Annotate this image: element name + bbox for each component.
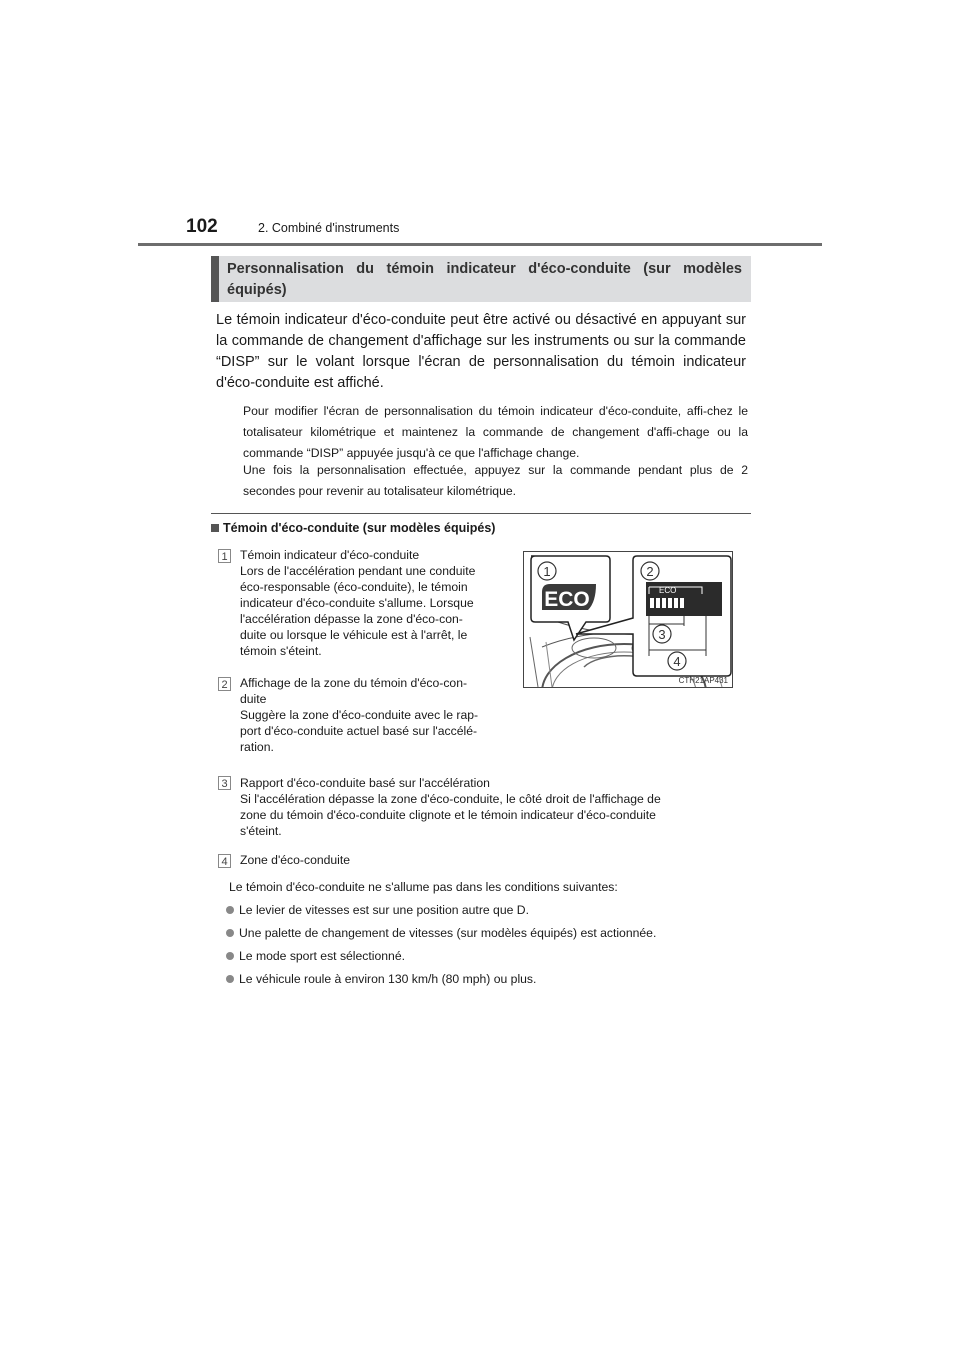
callout-4-label: 4 (673, 654, 681, 669)
bullet-dot-icon (226, 975, 234, 983)
item-line: ration. (240, 740, 274, 754)
item-title-line: duite (240, 692, 267, 706)
eco-bar-segment (650, 598, 654, 608)
section-title-box (211, 256, 751, 302)
item-line: éco-responsable (éco-conduite), le témoin (240, 580, 468, 594)
item-3-text (240, 775, 728, 839)
callout-3-label: 3 (658, 627, 666, 642)
item-4-text (240, 852, 350, 868)
header-rule (138, 243, 822, 246)
callout-1-label: 1 (543, 564, 551, 579)
item-title: Rapport d'éco-conduite basé sur l'accélération (240, 776, 490, 790)
eco-bar-segment (662, 598, 666, 608)
eco-bar-segment (656, 598, 660, 608)
callout-2-label: 2 (646, 564, 654, 579)
eco-lamp-label: ECO (544, 588, 590, 611)
item-line: duite ou lorsque le véhicule est à l'arrêt, le (240, 628, 468, 642)
note-paragraph: Pour modifier l'écran de personnalisation du témoin indicateur d'éco-conduite, affi-chez le totalisateur kilométrique et maintenez la commande de changement d'affi-chage ou la commande “DISP” appuyée jusqu'à ce que l'affichage change. (243, 404, 748, 460)
item-line: l'accélération dépasse la zone d'éco-con- (240, 612, 463, 626)
subsection-title: Témoin d'éco-conduite (sur modèles équipés) (223, 521, 496, 535)
section-title-bar (211, 256, 219, 302)
square-bullet-icon (211, 524, 219, 532)
eco-bar-segment (674, 598, 678, 608)
figure-code: CTH21AP431 (678, 676, 728, 685)
condition-item (226, 949, 405, 963)
eco-bar-segment (668, 598, 672, 608)
item-line: s'éteint. (240, 824, 282, 838)
item-title-line: Affichage de la zone du témoin d'éco-con- (240, 676, 468, 690)
subsection-heading (211, 521, 495, 535)
condition-text: Le mode sport est sélectionné. (239, 949, 405, 963)
item-1-text (240, 547, 491, 659)
item-title: Témoin indicateur d'éco-conduite (240, 548, 420, 562)
item-line: témoin s'éteint. (240, 644, 322, 658)
item-line: port d'éco-conduite actuel basé sur l'accélé- (240, 724, 478, 738)
condition-text: Le levier de vitesses est sur une position autre que D. (239, 903, 529, 917)
bullet-dot-icon (226, 929, 234, 937)
intro-paragraph: Le témoin indicateur d'éco-conduite peut être activé ou désactivé en appuyant sur la commande de changement d'affichage sur les instruments ou sur la commande “DISP” sur le volant lorsque l'écran de personnalisation du témoin indicateur d'éco-conduite est affiché. (216, 312, 746, 391)
note-paragraph: Une fois la personnalisation effectuée, appuyez sur la commande pendant plus de 2 secondes pour revenir au totalisateur kilométrique. (243, 463, 748, 498)
item-number-badge: 4 (218, 854, 231, 868)
conditions-intro: Le témoin d'éco-conduite ne s'allume pas dans les conditions suivantes: (229, 880, 618, 894)
item-line: zone du témoin d'éco-conduite clignote et le témoin indicateur d'éco-conduite (240, 808, 656, 822)
bullet-dot-icon (226, 952, 234, 960)
item-number-badge: 1 (218, 549, 231, 563)
condition-item (226, 926, 656, 940)
eco-dashboard-illustration (524, 552, 733, 688)
condition-text: Une palette de changement de vitesses (sur modèles équipés) est actionnée. (239, 926, 657, 940)
item-number-badge: 2 (218, 677, 231, 691)
dash-edge-left-inner (546, 642, 552, 687)
item-line: Lors de l'accélération pendant une conduite (240, 564, 476, 578)
dash-edge-left (530, 637, 538, 687)
condition-item (226, 972, 536, 986)
condition-text: Le véhicule roule à environ 130 km/h (80 mph) ou plus. (239, 972, 537, 986)
item-line: Si l'accélération dépasse la zone d'éco-conduite, le côté droit de l'affichage de (240, 792, 661, 806)
section-divider (211, 513, 751, 514)
section-title: Personnalisation du témoin indicateur d'éco-conduite (sur modèles équipés) (227, 261, 742, 298)
condition-item (226, 903, 529, 917)
eco-indicator-figure (523, 551, 733, 688)
item-number-badge: 3 (218, 776, 231, 790)
page-number: 102 (186, 216, 218, 237)
chapter-title: 2. Combiné d'instruments (258, 221, 400, 235)
item-line: indicateur d'éco-conduite s'allume. Lorsque (240, 596, 474, 610)
item-title: Zone d'éco-conduite (240, 853, 351, 867)
bullet-dot-icon (226, 906, 234, 914)
eco-bar-segment (680, 598, 684, 608)
item-line: Suggère la zone d'éco-conduite avec le rap- (240, 708, 479, 722)
eco-zone-label: ECO (659, 586, 677, 595)
item-2-text (240, 675, 491, 755)
